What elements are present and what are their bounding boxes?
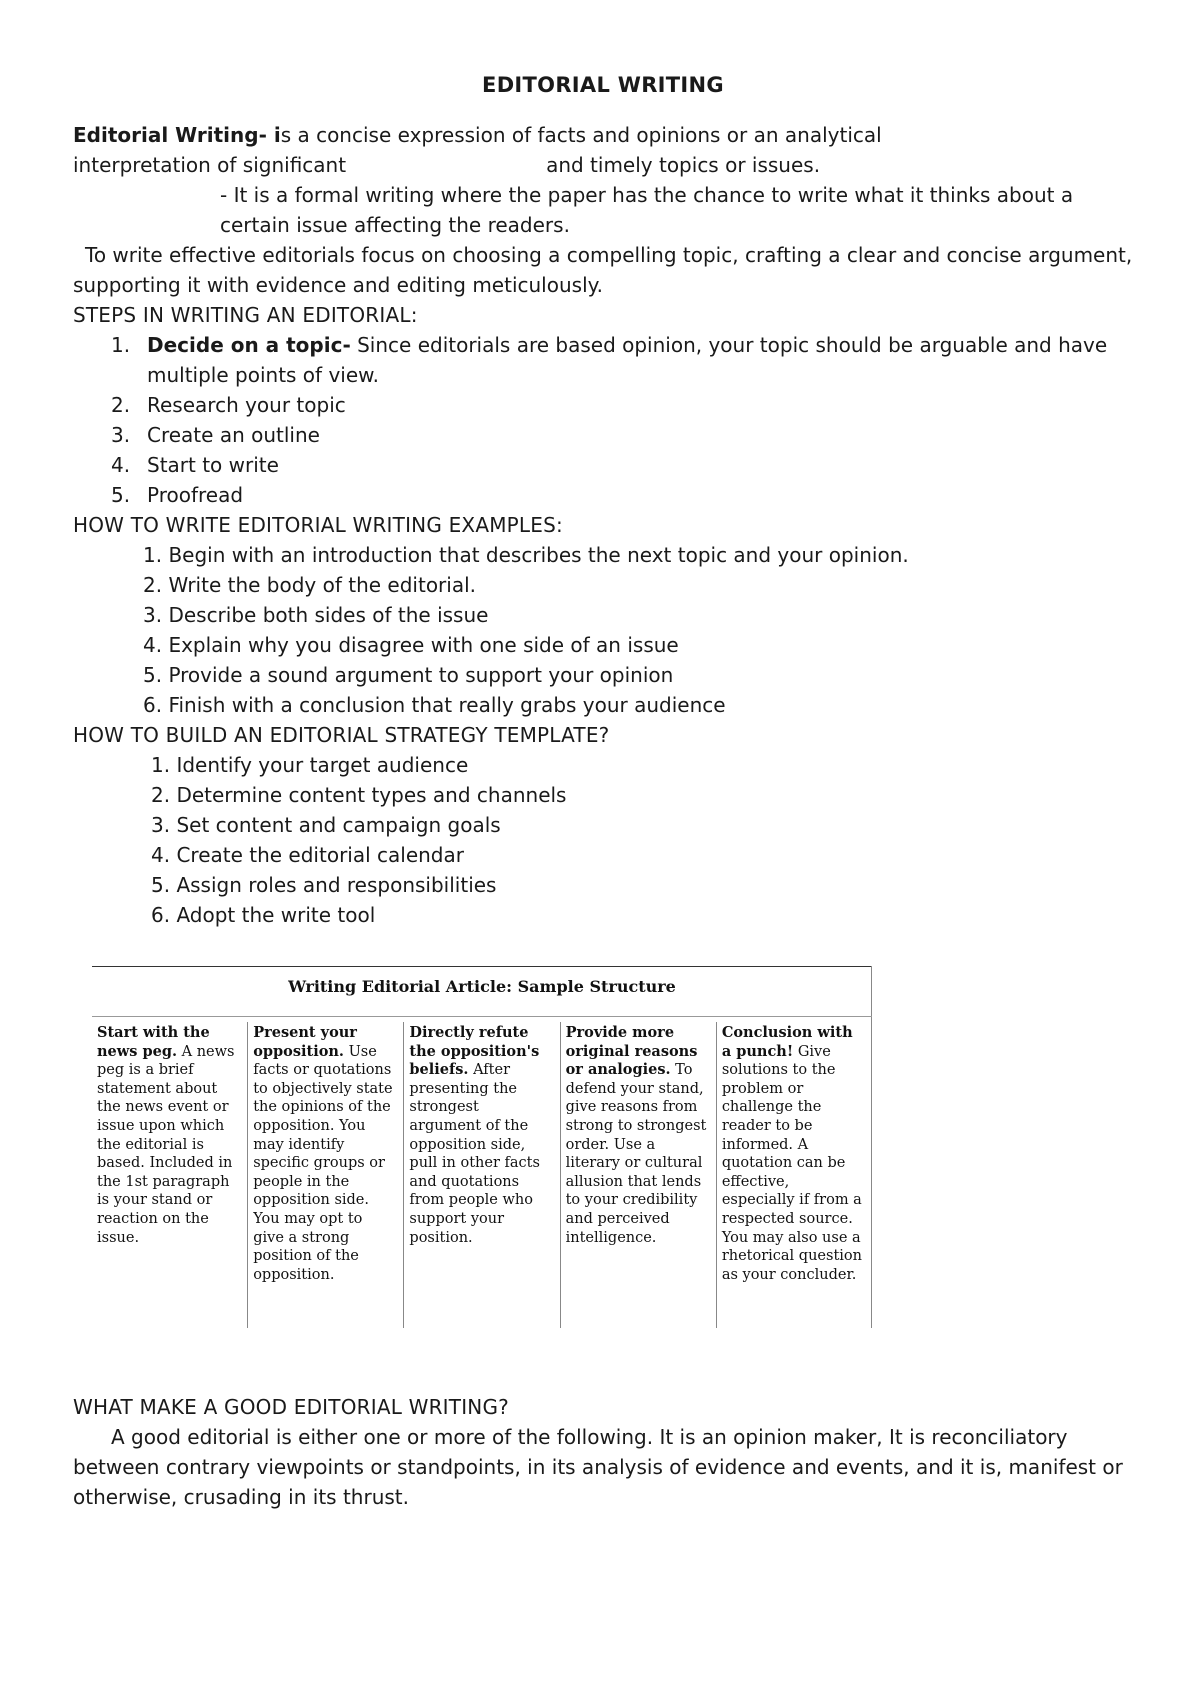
list-item: 1. Begin with an introduction that describes the next topic and your opinion. [143,543,909,567]
document-body [73,70,1133,930]
list-item: 1. Identify your target audience [151,753,469,777]
figure-column-opposition: Present your opposition. Use facts or quotations to objectively state the opinions of the opposition. You may identify specific groups or people in the opposition side. You may opt to give a strong position of the opposition. [248,1022,404,1328]
figure-title: Writing Editorial Article: Sample Structure [288,977,676,996]
definition-term: Editorial Writing- i [73,123,281,147]
definition-line-1: s a concise expression of facts and opinions or an analytical [280,123,882,147]
list-item: 3. Set content and campaign goals [151,813,501,837]
figure-top-border [92,966,872,967]
figure-column-news-peg: Start with the news peg. A news peg is a brief statement about the news event or issue upon which the editorial is based. Included in the 1st paragraph is your stand or reaction on the issue. [92,1022,248,1328]
steps-heading: STEPS IN WRITING AN EDITORIAL: [73,303,418,327]
definition-line-2b: and timely topics or issues. [546,153,821,177]
list-item: 2. Research your topic [111,393,346,417]
list-item: 4. Start to write [111,453,279,477]
figure-column-conclusion: Conclusion with a punch! Give solutions to the problem or challenge the reader to be informed. A quotation can be effective, especially if from a respected source. You may also use a rhetorical question as your concluder. [721,1024,862,1283]
list-item: 5. Assign roles and responsibilities [151,873,497,897]
figure-column-refute: Directly refute the opposition's beliefs. After presenting the strongest argument of the opposition side, pull in other facts and quotations from people who support your position. [404,1022,560,1328]
list-item: 5. Proofread [111,483,244,507]
list-item: 1. Decide on a topic- Since editorials are based opinion, your topic should be arguable and have multiple points of view. [111,333,1108,387]
list-item: 3. Create an outline [111,423,320,447]
good-paragraph: A good editorial is either one or more of the following. It is an opinion maker, It is reconciliatory between contrary viewpoints or standpoints, in its analysis of evidence and events, and it is, manifest or otherwise, crusading in its thrust. [73,1425,1123,1509]
list-item: 4. Create the editorial calendar [151,843,464,867]
page-title: EDITORIAL WRITING [482,73,724,97]
list-item: 4. Explain why you disagree with one side of an issue [143,633,679,657]
definition-sub-1: - It is a formal writing where the paper has the chance to write what it thinks about a [220,183,1074,207]
good-editorial-section [73,1392,1133,1512]
definition-paragraph [73,120,1133,180]
steps-list [73,330,1133,510]
definition-sub-2: certain issue affecting the readers. [220,213,570,237]
examples-heading: HOW TO WRITE EDITORIAL WRITING EXAMPLES: [73,513,563,537]
figure-columns [92,1022,872,1328]
intro-paragraph: To write effective editorials focus on choosing a compelling topic, crafting a clear and concise argument, supporting it with evidence and editing meticulously. [73,243,1133,297]
list-item: 6. Finish with a conclusion that really grabs your audience [143,693,726,717]
good-heading: WHAT MAKE A GOOD EDITORIAL WRITING? [73,1395,509,1419]
list-item: 5. Provide a sound argument to support your opinion [143,663,674,687]
list-item: 2. Determine content types and channels [151,783,567,807]
template-heading: HOW TO BUILD AN EDITORIAL STRATEGY TEMPLATE? [73,723,610,747]
figure-divider [92,1016,872,1017]
list-item: 3. Describe both sides of the issue [143,603,489,627]
list-item: 6. Adopt the write tool [151,903,376,927]
figure-column-reasons: Provide more original reasons or analogies. To defend your stand, give reasons from strong to strongest order. Use a literary or cultural allusion that lends to your credibility and perceived intelligence. [561,1022,717,1328]
template-list [73,750,1133,930]
list-item: 2. Write the body of the editorial. [143,573,476,597]
definition-line-2a: interpretation of significant [73,153,347,177]
sample-structure-figure [92,966,872,1328]
examples-list [73,540,1133,720]
